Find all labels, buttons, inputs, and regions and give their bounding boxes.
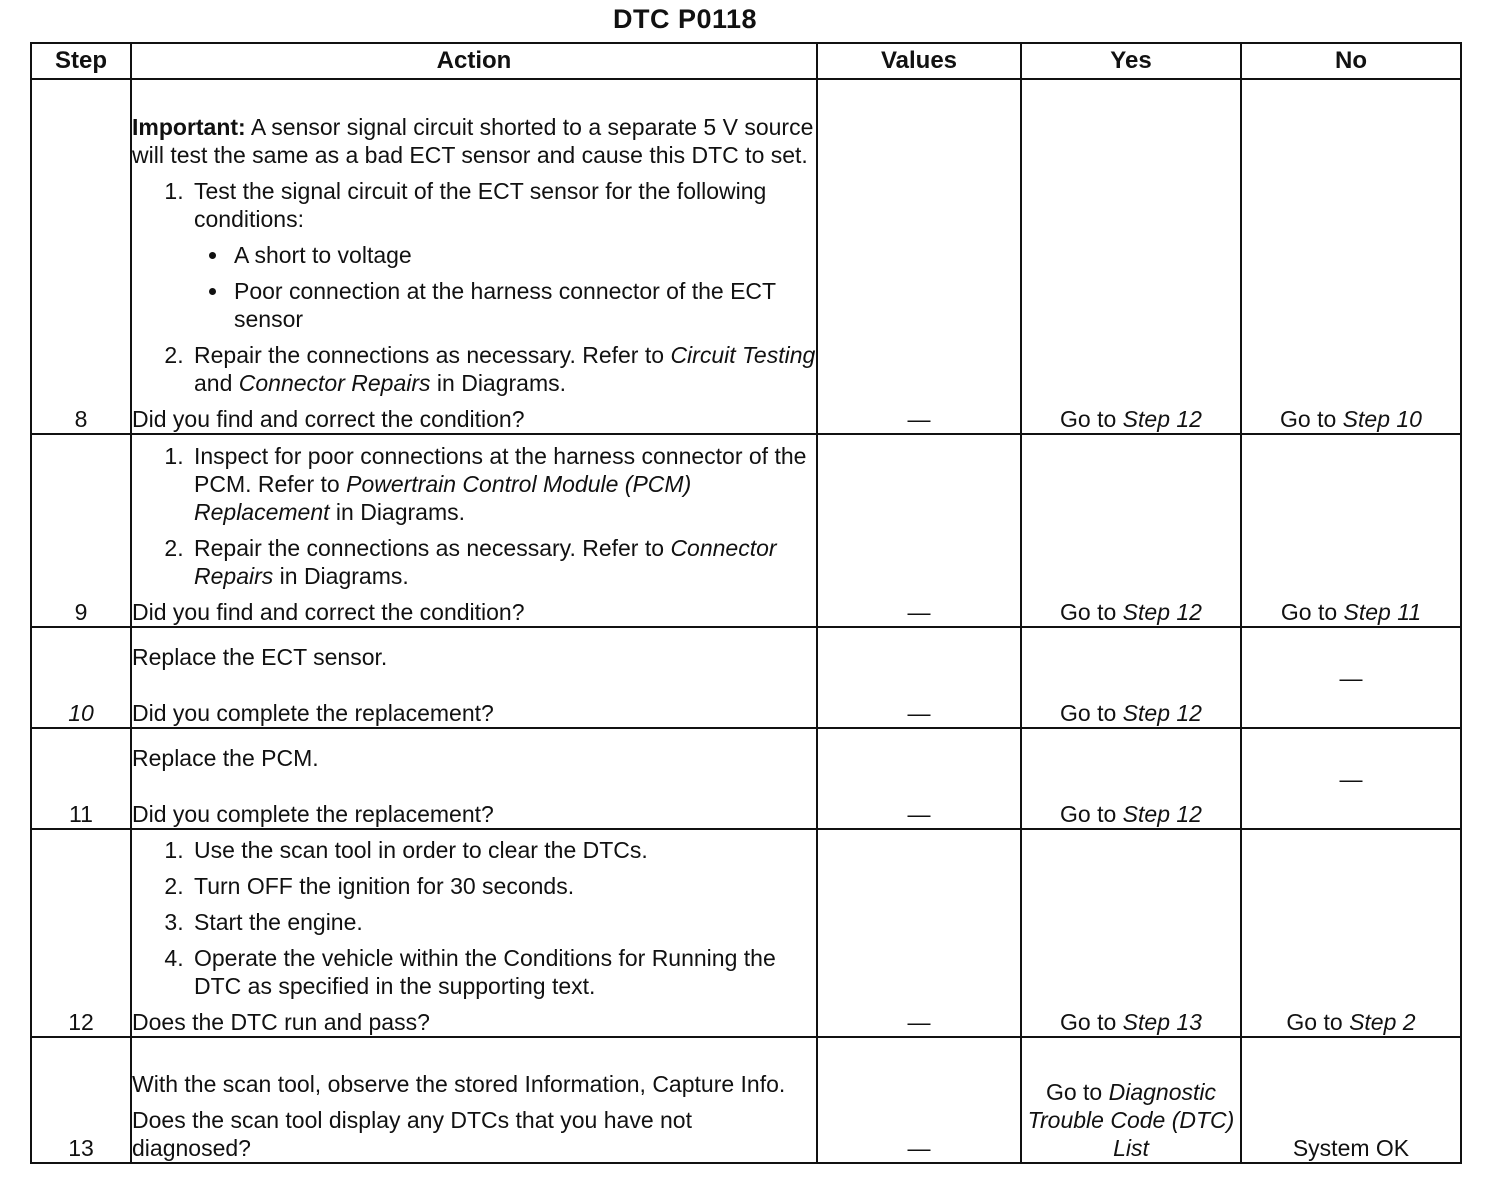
goto-step-link: Step 10: [1342, 406, 1422, 432]
no-dash: —: [1241, 627, 1461, 728]
step-number: 12: [31, 829, 131, 1037]
action-cell: [131, 829, 817, 1037]
values-dash: —: [817, 1037, 1021, 1163]
goto-text: Go to: [1060, 801, 1123, 827]
no-cell: [1241, 79, 1461, 434]
header-values: Values: [817, 43, 1021, 79]
list-item-text: in Diagrams.: [273, 563, 409, 589]
header-action: Action: [131, 43, 817, 79]
no-cell: [1241, 434, 1461, 627]
no-cell: [1241, 829, 1461, 1037]
goto-step-link: Step 12: [1122, 700, 1202, 726]
values-dash: —: [817, 434, 1021, 627]
list-item: • A short to voltage: [230, 241, 816, 269]
table-row-step-11: [31, 728, 1461, 829]
goto-text: Go to: [1280, 406, 1343, 432]
step-number: 9: [31, 434, 131, 627]
list-item-text: in Diagrams.: [430, 370, 567, 396]
values-dash: —: [817, 829, 1021, 1037]
list-item: 3. Start the engine.: [190, 908, 816, 936]
goto-text: Go to: [1060, 1009, 1123, 1035]
goto-text: Go to: [1286, 1009, 1350, 1035]
list-item-text: and: [194, 370, 239, 396]
goto-step-link: Step 12: [1122, 599, 1202, 625]
table-row-step-13: [31, 1037, 1461, 1163]
action-cell: [131, 627, 817, 728]
table-row-step-8: [31, 79, 1461, 434]
action-cell: [131, 434, 817, 627]
header-row: [31, 43, 1461, 79]
important-text: A sensor signal circuit shorted to a separate 5 V source will test the same as a bad ECT sensor and cause this DTC to set.: [132, 114, 814, 168]
list-item: [190, 177, 816, 333]
question: Did you find and correct the condition?: [132, 599, 525, 625]
reference-link: Connector Repairs: [194, 535, 777, 589]
reference-link: Powertrain Control Module (PCM) Replacement: [194, 471, 692, 525]
step-number: 13: [31, 1037, 131, 1163]
list-item: • Poor connection at the harness connector of the ECT sensor: [230, 277, 816, 333]
list-item: [190, 341, 816, 397]
values-dash: —: [817, 627, 1021, 728]
important-label: Important:: [132, 114, 246, 140]
yes-cell: [1021, 627, 1241, 728]
goto-step-link: Step 12: [1122, 801, 1202, 827]
list-item-text: Repair the connections as necessary. Refer to: [194, 342, 671, 368]
goto-step-link: Step 12: [1122, 406, 1202, 432]
list-item: 1. Use the scan tool in order to clear the DTCs.: [190, 836, 816, 864]
reference-link: Circuit Testing: [670, 342, 816, 368]
step-number: 10: [31, 627, 131, 728]
yes-cell: [1021, 728, 1241, 829]
action-steps: [132, 442, 816, 590]
list-item: 4. Operate the vehicle within the Conditions for Running the DTC as specified in the supporting text.: [190, 944, 816, 1000]
goto-text: Go to: [1060, 406, 1123, 432]
question: Does the DTC run and pass?: [132, 1009, 430, 1035]
list-item-text: in Diagrams.: [329, 499, 466, 525]
question: Did you complete the replacement?: [132, 801, 494, 827]
list-item: 2. Turn OFF the ignition for 30 seconds.: [190, 872, 816, 900]
step-number: 11: [31, 728, 131, 829]
yes-cell: [1021, 1037, 1241, 1163]
action-text: Replace the PCM.: [132, 745, 319, 771]
question: Does the scan tool display any DTCs that you have not diagnosed?: [132, 1107, 692, 1161]
goto-text: Go to: [1045, 1079, 1109, 1105]
list-item: [190, 442, 816, 526]
action-steps: [132, 177, 816, 397]
table-row-step-12: [31, 829, 1461, 1037]
goto-text: Go to: [1280, 599, 1344, 625]
values-dash: —: [817, 728, 1021, 829]
action-cell: [131, 728, 817, 829]
yes-cell: [1021, 79, 1241, 434]
action-text: With the scan tool, observe the stored Information, Capture Info.: [132, 1071, 786, 1097]
table-row-step-9: [31, 434, 1461, 627]
spacer: [132, 671, 816, 699]
spacer: [132, 772, 816, 800]
question: Did you complete the replacement?: [132, 700, 494, 726]
no-cell: System OK: [1241, 1037, 1461, 1163]
action-steps: [132, 836, 816, 1000]
list-item-text: Inspect for poor connections at the harness connector of the PCM. Refer to: [194, 443, 807, 497]
list-item-text: Test the signal circuit of the ECT sensor for the following conditions:: [194, 178, 767, 232]
goto-step-link: Step 11: [1343, 599, 1422, 625]
action-cell: [131, 1037, 817, 1163]
values-dash: —: [817, 79, 1021, 434]
goto-text: Go to: [1060, 599, 1123, 625]
diagnostic-table: [30, 42, 1462, 1164]
action-text: Replace the ECT sensor.: [132, 644, 388, 670]
document-title: DTC P0118: [612, 4, 758, 34]
goto-text: Go to: [1060, 700, 1123, 726]
list-item: [190, 534, 816, 590]
yes-cell: [1021, 829, 1241, 1037]
header-no: No: [1241, 43, 1461, 79]
header-step: Step: [31, 43, 131, 79]
important-note: [132, 113, 816, 169]
step-number: 8: [31, 79, 131, 434]
goto-dtc-list-link: Diagnostic Trouble Code (DTC) List: [1027, 1079, 1235, 1161]
reference-link: Connector Repairs: [238, 370, 431, 396]
table-row-step-10: [31, 627, 1461, 728]
header-yes: Yes: [1021, 43, 1241, 79]
no-dash: —: [1241, 728, 1461, 829]
condition-list: [194, 241, 816, 333]
list-item-text: Repair the connections as necessary. Refer to: [194, 535, 671, 561]
action-cell: [131, 79, 817, 434]
question: Did you find and correct the condition?: [132, 406, 525, 432]
yes-cell: [1021, 434, 1241, 627]
goto-step-link: Step 2: [1349, 1009, 1416, 1035]
goto-step-link: Step 13: [1122, 1009, 1202, 1035]
